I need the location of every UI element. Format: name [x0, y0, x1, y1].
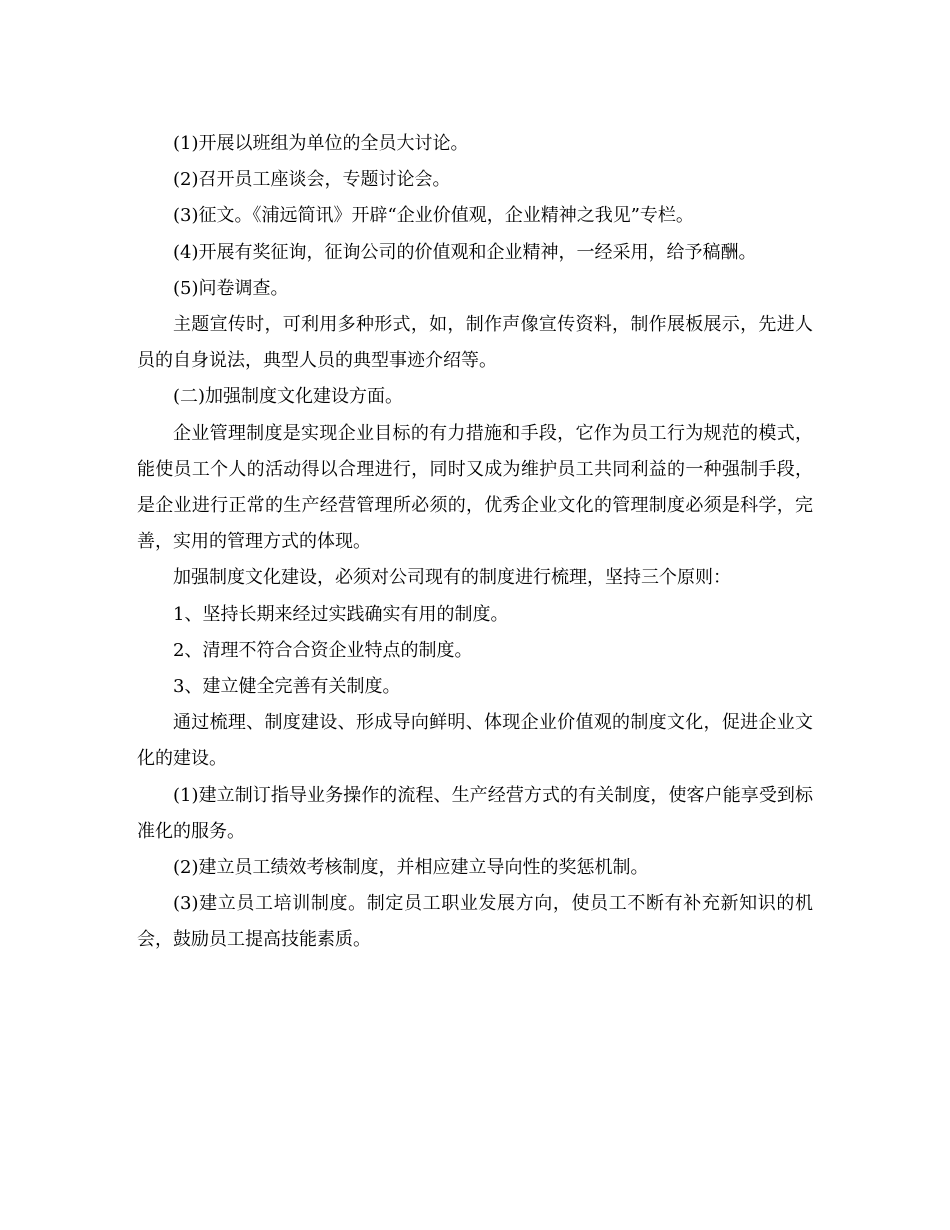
document-body — [137, 126, 813, 959]
section-heading-institutional-culture: (二)加强制度文化建设方面。 — [173, 386, 404, 408]
paragraph-system-culture: 通过梳理、制度建设、形成导向鲜明、体现企业价值观的制度文化，促进企业文化的建设。 — [137, 712, 813, 770]
paragraph-theme-promotion: 主题宣传时，可利用多种形式，如，制作声像宣传资料，制作展板展示，先进人员的自身说法，典型人员的典型事迹介绍等。 — [137, 314, 813, 372]
measure-item-1: (1)建立制订指导业务操作的流程、生产经营方式的有关制度，使客户能享受到标准化的服务。 — [137, 784, 813, 842]
paragraph-management-system: 企业管理制度是实现企业目标的有力措施和手段，它作为员工行为规范的模式，能使员工个人的活动得以合理进行，同时又成为维护员工共同利益的一种强制手段，是企业进行正常的生产经营管理所必须的，优秀企业文化的管理制度必须是科学，完善，实用的管理方式的体现。 — [137, 422, 813, 553]
paragraph-questionnaire: (5)问卷调查。 — [173, 277, 289, 299]
paragraph-symposium: (2)召开员工座谈会，专题讨论会。 — [173, 169, 451, 191]
principle-item-2: 2、清理不符合合资企业特点的制度。 — [173, 639, 473, 661]
paragraph-essay: (3)征文。《浦远简讯》开辟“企业价值观，企业精神之我见”专栏。 — [173, 205, 694, 227]
measure-item-3: (3)建立员工培训制度。制定员工职业发展方向，使员工不断有补充新知识的机会，鼓励员工提高技能素质。 — [137, 893, 813, 951]
measure-item-2: (2)建立员工绩效考核制度，并相应建立导向性的奖惩机制。 — [173, 857, 649, 879]
paragraph-prize-inquiry: (4)开展有奖征询，征询公司的价值观和企业精神，一经采用，给予稿酬。 — [173, 241, 757, 263]
paragraph-discussion: (1)开展以班组为单位的全员大讨论。 — [173, 133, 469, 154]
principle-item-1: 1、坚持长期来经过实践确实有用的制度。 — [173, 603, 509, 625]
principle-item-3: 3、建立健全完善有关制度。 — [173, 676, 401, 698]
paragraph-three-principles: 加强制度文化建设，必须对公司现有的制度进行梳理，坚持三个原则： — [173, 567, 731, 589]
